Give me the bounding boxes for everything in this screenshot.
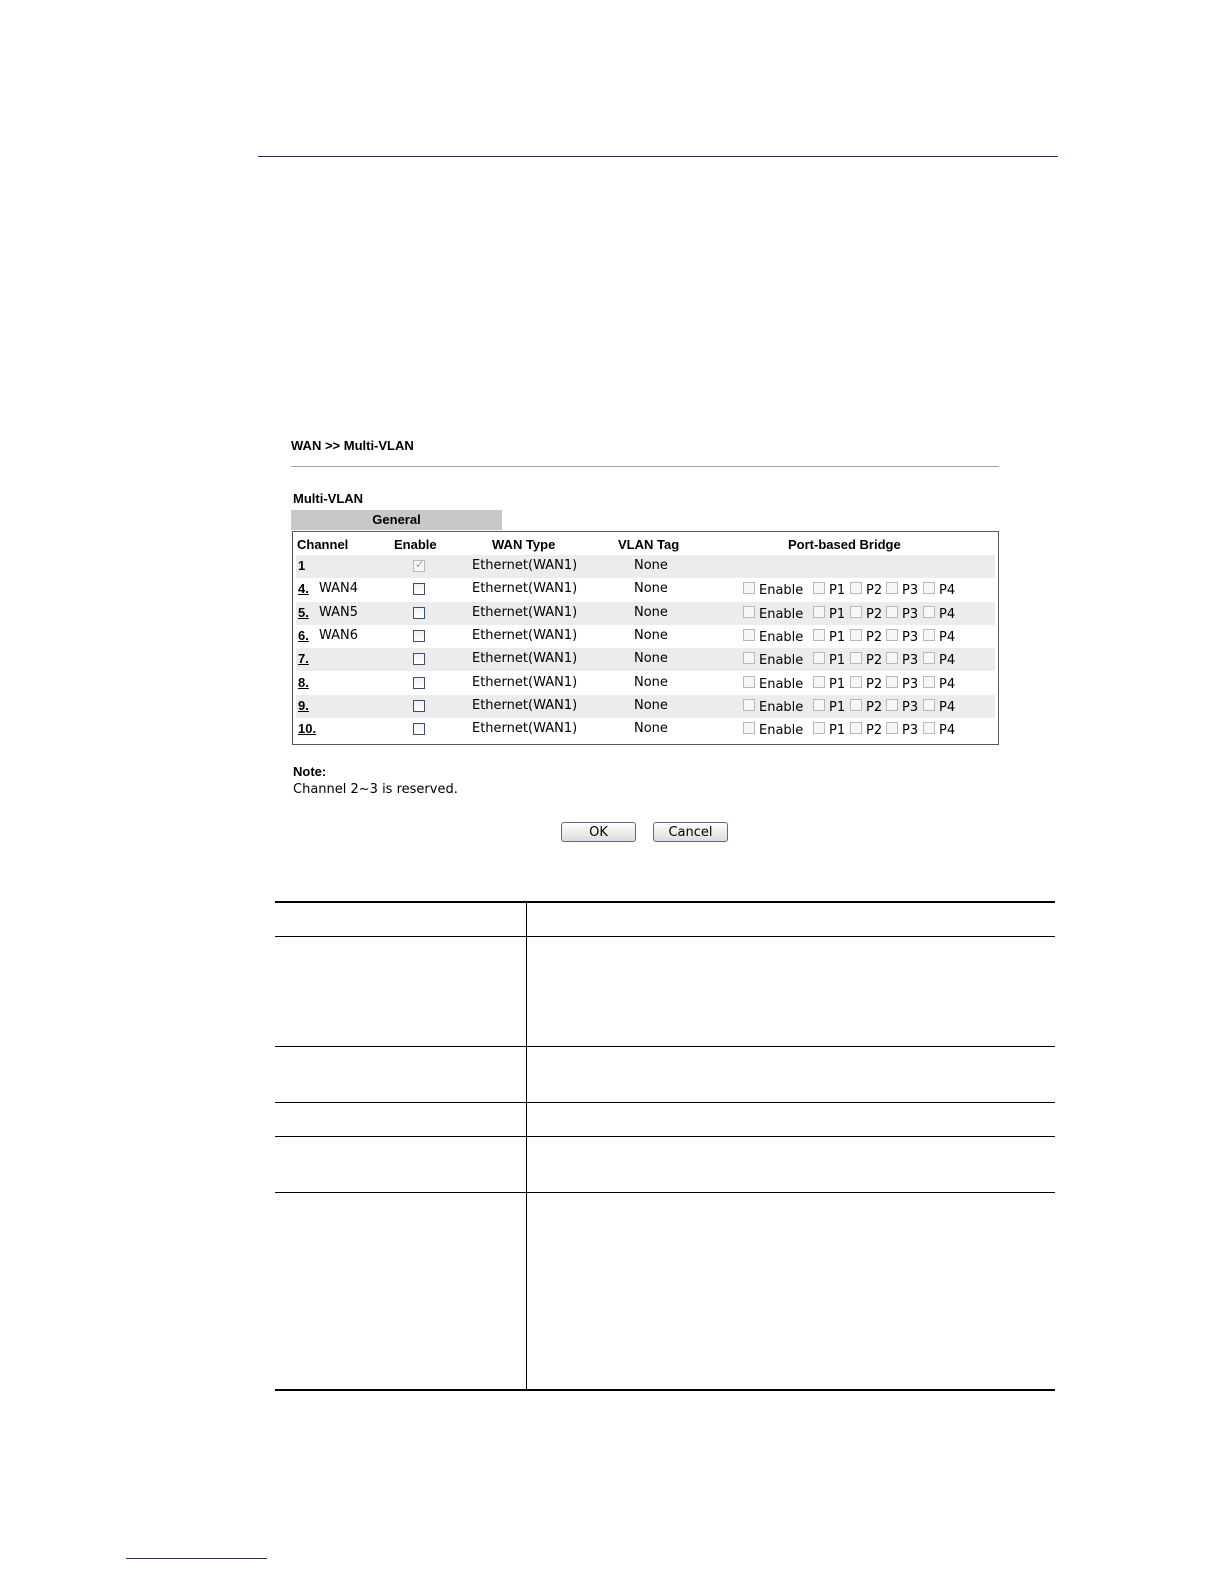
breadcrumb: WAN >> Multi-VLAN [291,438,414,453]
bridge-enable-label: Enable [759,676,804,692]
cancel-button[interactable]: Cancel [653,822,728,842]
bridge-p1-checkbox[interactable] [813,652,825,664]
bridge-p2-checkbox[interactable] [850,582,862,594]
bridge-p2-checkbox[interactable] [850,606,862,618]
bridge-p3-checkbox[interactable] [886,676,898,688]
ok-button[interactable]: OK [561,822,636,842]
bridge-p3-checkbox[interactable] [886,699,898,711]
bridge-p2-checkbox[interactable] [850,722,862,734]
bridge-enable-label: Enable [759,583,804,599]
table-row [296,578,995,601]
enable-checkbox[interactable] [413,583,425,595]
wan-type-value: Ethernet(WAN1) [472,604,578,620]
bridge-p2-label: P2 [866,699,883,715]
bridge-p4-checkbox[interactable] [923,582,935,594]
channel-name: WAN4 [319,581,359,597]
enable-checkbox[interactable] [413,700,425,712]
channel-link[interactable]: 10. [298,721,317,737]
bridge-enable-checkbox[interactable] [743,606,755,618]
desc-table-rule [275,1046,1055,1047]
channel-name: WAN5 [319,604,359,620]
bridge-p4-label: P4 [939,629,956,645]
bridge-enable-checkbox[interactable] [743,629,755,641]
desc-table-rule [275,1102,1055,1103]
bridge-enable-checkbox[interactable] [743,676,755,688]
bridge-p2-checkbox[interactable] [850,699,862,711]
channel-link[interactable]: 5. [298,604,309,620]
page-header-rule [258,156,1058,157]
table-row [296,672,995,695]
enable-checkbox[interactable] [413,607,425,619]
bridge-p1-label: P1 [829,723,846,739]
bridge-p4-label: P4 [939,653,956,669]
bridge-p4-label: P4 [939,676,956,692]
breadcrumb-divider [291,466,999,467]
bridge-p2-label: P2 [866,606,883,622]
bridge-p3-label: P3 [902,606,919,622]
vlan-tag-value: None [634,581,668,597]
enable-checkbox[interactable] [413,653,425,665]
column-header-enable: Enable [394,537,437,552]
bridge-p3-checkbox[interactable] [886,629,898,641]
multi-vlan-table [292,531,999,745]
channel-link[interactable]: 7. [298,651,309,667]
bridge-p3-label: P3 [902,653,919,669]
bridge-p1-label: P1 [829,606,846,622]
enable-checkbox [413,560,425,572]
vlan-tag-value: None [634,674,668,690]
table-row [296,602,995,625]
bridge-p4-label: P4 [939,606,956,622]
bridge-p4-checkbox[interactable] [923,699,935,711]
note-label: Note: [293,764,327,779]
bridge-p1-checkbox[interactable] [813,722,825,734]
bridge-p2-label: P2 [866,723,883,739]
column-header-port-based-bridge: Port-based Bridge [788,537,901,552]
bridge-p3-checkbox[interactable] [886,722,898,734]
tab-general[interactable]: General [291,510,502,530]
vlan-tag-value: None [634,721,668,737]
bridge-p3-checkbox[interactable] [886,652,898,664]
enable-checkbox[interactable] [413,630,425,642]
bridge-p3-checkbox[interactable] [886,582,898,594]
table-row [296,648,995,671]
bridge-p2-checkbox[interactable] [850,652,862,664]
vlan-tag-value: None [634,651,668,667]
wan-type-value: Ethernet(WAN1) [472,697,578,713]
bridge-p3-label: P3 [902,723,919,739]
bridge-p2-checkbox[interactable] [850,629,862,641]
desc-table-bottom-rule [275,1389,1055,1391]
bridge-enable-label: Enable [759,653,804,669]
wan-type-value: Ethernet(WAN1) [472,651,578,667]
wan-type-value: Ethernet(WAN1) [472,721,578,737]
bridge-p3-label: P3 [902,676,919,692]
bridge-p2-label: P2 [866,583,883,599]
desc-table-rule [275,1192,1055,1193]
bridge-enable-checkbox[interactable] [743,699,755,711]
note-text: Channel 2~3 is reserved. [293,782,458,797]
bridge-p4-checkbox[interactable] [923,676,935,688]
vlan-tag-value: None [634,627,668,643]
bridge-p2-label: P2 [866,653,883,669]
bridge-p1-label: P1 [829,583,846,599]
channel-link: 1 [298,558,306,573]
table-row [296,695,995,718]
desc-table-top-rule [275,901,1055,903]
table-row [296,625,995,648]
table-row [296,718,995,741]
bridge-p3-label: P3 [902,583,919,599]
bridge-p3-label: P3 [902,629,919,645]
bridge-p3-checkbox[interactable] [886,606,898,618]
bridge-p1-label: P1 [829,653,846,669]
bridge-p2-label: P2 [866,629,883,645]
bridge-p4-label: P4 [939,699,956,715]
enable-checkbox[interactable] [413,677,425,689]
enable-checkbox[interactable] [413,723,425,735]
wan-type-value: Ethernet(WAN1) [472,558,578,573]
bridge-enable-label: Enable [759,699,804,715]
bridge-p4-checkbox[interactable] [923,629,935,641]
desc-table-rule [275,936,1055,937]
bridge-enable-checkbox[interactable] [743,582,755,594]
column-header-wan-type: WAN Type [492,537,556,552]
wan-type-value: Ethernet(WAN1) [472,581,578,597]
bridge-p1-label: P1 [829,676,846,692]
bridge-p1-checkbox[interactable] [813,629,825,641]
channel-link[interactable]: 6. [298,627,309,643]
channel-link[interactable]: 4. [298,581,309,597]
vlan-tag-value: None [634,697,668,713]
desc-table-rule [275,1136,1055,1137]
bridge-p1-checkbox[interactable] [813,582,825,594]
column-header-channel: Channel [297,537,349,552]
bridge-p1-checkbox[interactable] [813,606,825,618]
bridge-p3-label: P3 [902,699,919,715]
bridge-enable-label: Enable [759,606,804,622]
column-header-vlan-tag: VLAN Tag [618,537,680,552]
bridge-enable-checkbox[interactable] [743,652,755,664]
bridge-enable-checkbox[interactable] [743,722,755,734]
bridge-p4-label: P4 [939,583,956,599]
bridge-enable-label: Enable [759,629,804,645]
bridge-p2-checkbox[interactable] [850,676,862,688]
section-title: Multi-VLAN [293,491,364,506]
bridge-enable-label: Enable [759,723,804,739]
bridge-p2-label: P2 [866,676,883,692]
bridge-p1-label: P1 [829,629,846,645]
bridge-p1-checkbox[interactable] [813,699,825,711]
channel-link[interactable]: 8. [298,674,309,690]
bridge-p4-checkbox[interactable] [923,606,935,618]
vlan-tag-value: None [634,604,668,620]
vlan-tag-value: None [634,558,668,573]
channel-link[interactable]: 9. [298,697,309,713]
footer-rule [126,1558,267,1559]
bridge-p4-checkbox[interactable] [923,722,935,734]
channel-name: WAN6 [319,627,359,643]
bridge-p4-checkbox[interactable] [923,652,935,664]
bridge-p1-checkbox[interactable] [813,676,825,688]
table-row [296,555,995,578]
desc-table-column-divider [526,902,527,1390]
bridge-p4-label: P4 [939,723,956,739]
wan-type-value: Ethernet(WAN1) [472,627,578,643]
bridge-p1-label: P1 [829,699,846,715]
wan-type-value: Ethernet(WAN1) [472,674,578,690]
